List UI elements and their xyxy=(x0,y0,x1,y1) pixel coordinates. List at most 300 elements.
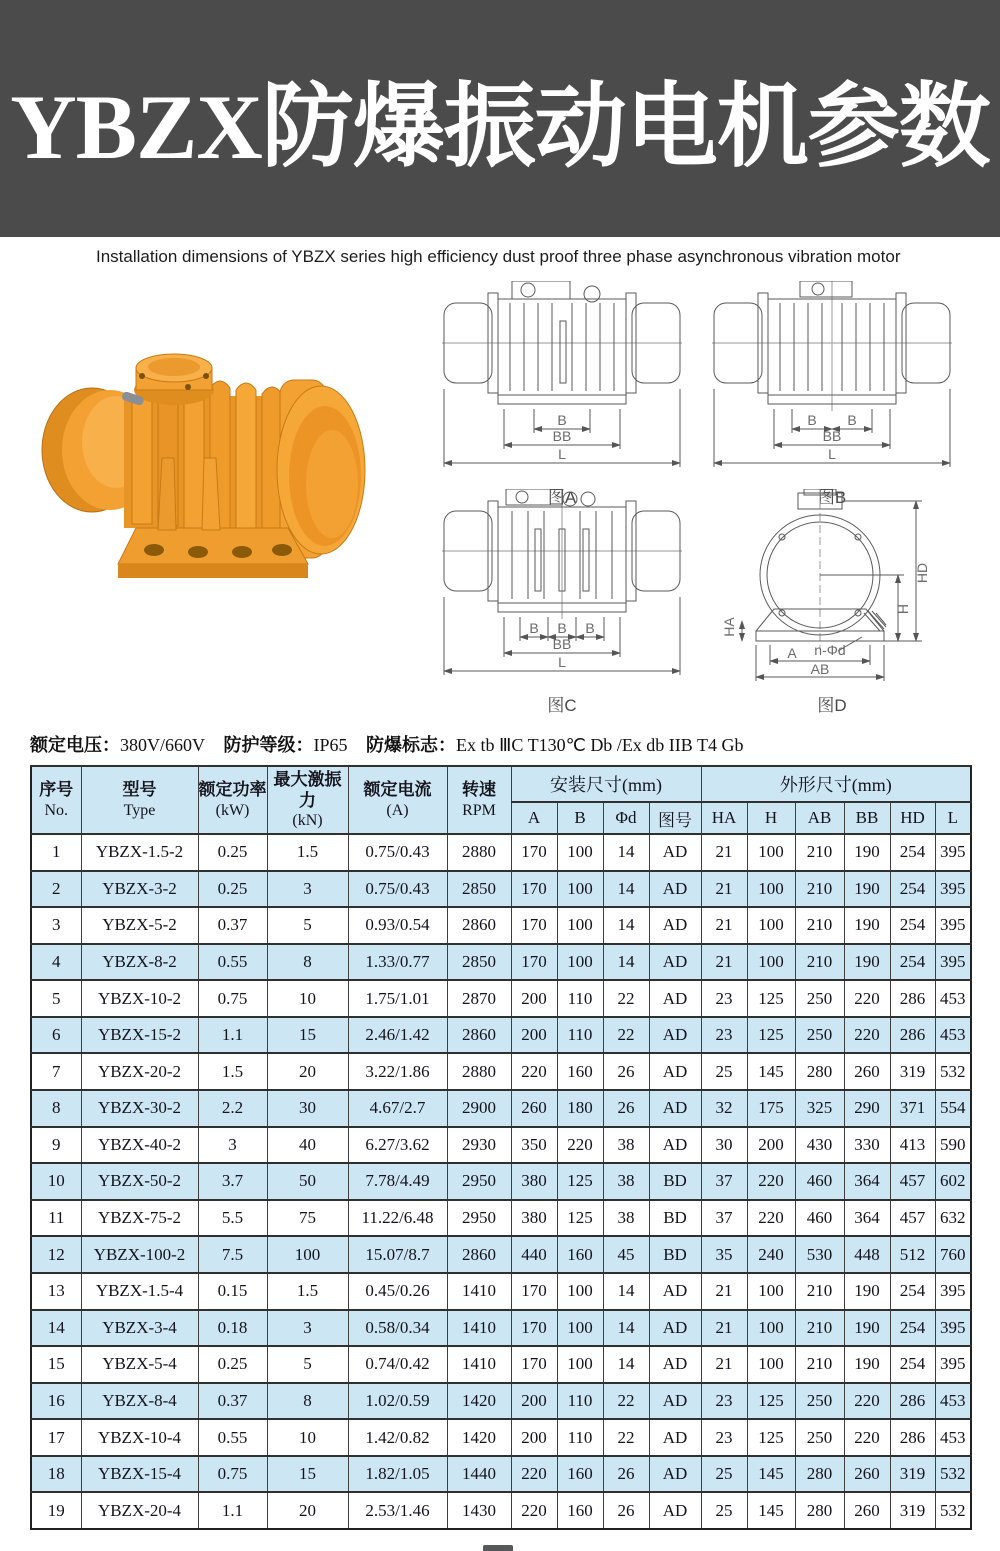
table-cell: 254 xyxy=(890,871,935,908)
table-cell: 100 xyxy=(747,834,795,871)
table-cell: 0.55 xyxy=(198,944,267,981)
table-cell: 1.42/0.82 xyxy=(348,1419,447,1456)
table-cell: 210 xyxy=(795,1346,844,1383)
rated-voltage: 额定电压：380V/660V xyxy=(30,735,205,755)
table-cell: 22 xyxy=(603,1383,649,1420)
table-cell: 0.93/0.54 xyxy=(348,907,447,944)
group-header-outline: 外形尺寸(mm) xyxy=(701,766,971,802)
table-cell: 1420 xyxy=(447,1419,511,1456)
table-cell: 1.02/0.59 xyxy=(348,1383,447,1420)
table-cell: 14 xyxy=(603,834,649,871)
table-cell: YBZX-50-2 xyxy=(81,1163,198,1200)
table-cell: AD xyxy=(649,907,701,944)
motor-photo-graphic xyxy=(36,338,368,590)
table-cell: 200 xyxy=(511,1383,557,1420)
table-cell: 180 xyxy=(557,1090,603,1127)
table-cell: 250 xyxy=(795,1383,844,1420)
table-cell: 170 xyxy=(511,834,557,871)
table-cell: 2880 xyxy=(447,834,511,871)
col-header-no: 序号 No. xyxy=(31,766,81,834)
table-cell: 395 xyxy=(935,1346,971,1383)
table-cell: 37 xyxy=(701,1163,747,1200)
table-cell: YBZX-15-2 xyxy=(81,1017,198,1054)
figure-b-label: 图B xyxy=(817,488,847,507)
table-cell: 25 xyxy=(701,1053,747,1090)
table-cell: 453 xyxy=(935,1383,971,1420)
table-cell: 1.33/0.77 xyxy=(348,944,447,981)
table-cell: 530 xyxy=(795,1236,844,1273)
table-cell: 100 xyxy=(557,871,603,908)
table-cell: 100 xyxy=(747,1310,795,1347)
table-cell: 1.75/1.01 xyxy=(348,980,447,1017)
table-cell: 602 xyxy=(935,1163,971,1200)
table-cell: 260 xyxy=(844,1456,890,1493)
table-cell: 254 xyxy=(890,1310,935,1347)
dim-label: AB xyxy=(810,661,830,677)
table-cell: 38 xyxy=(603,1127,649,1164)
table-cell: YBZX-3-4 xyxy=(81,1310,198,1347)
table-row xyxy=(31,1090,971,1127)
group-header-install: 安装尺寸(mm) xyxy=(511,766,701,802)
table-cell: YBZX-5-2 xyxy=(81,907,198,944)
table-cell: 20 xyxy=(267,1053,348,1090)
table-cell: 2870 xyxy=(447,980,511,1017)
table-cell: 250 xyxy=(795,1419,844,1456)
table-cell: 220 xyxy=(747,1200,795,1237)
sub-header-HA: HA xyxy=(701,802,747,834)
table-row xyxy=(31,834,971,871)
table-cell: 160 xyxy=(557,1053,603,1090)
table-cell: 286 xyxy=(890,980,935,1017)
table-cell: 25 xyxy=(701,1492,747,1529)
table-cell: 3 xyxy=(267,1310,348,1347)
table-cell: 170 xyxy=(511,944,557,981)
table-cell: 250 xyxy=(795,1017,844,1054)
figure-b xyxy=(712,281,952,508)
figure-c-drawing xyxy=(442,489,682,685)
table-cell: 1 xyxy=(31,834,81,871)
table-cell: 170 xyxy=(511,907,557,944)
table-cell: 395 xyxy=(935,1273,971,1310)
table-cell: 3.22/1.86 xyxy=(348,1053,447,1090)
table-cell: AD xyxy=(649,1310,701,1347)
figure-a-drawing xyxy=(442,281,682,477)
table-cell: AD xyxy=(649,1017,701,1054)
table-cell: 2.53/1.46 xyxy=(348,1492,447,1529)
table-cell: 220 xyxy=(511,1456,557,1493)
table-cell: AD xyxy=(649,1456,701,1493)
parameter-table xyxy=(30,765,972,1530)
table-cell: 35 xyxy=(701,1236,747,1273)
table-cell: 210 xyxy=(795,1273,844,1310)
table-cell: 457 xyxy=(890,1200,935,1237)
table-cell: 210 xyxy=(795,871,844,908)
table-cell: 2880 xyxy=(447,1053,511,1090)
table-cell: 20 xyxy=(267,1492,348,1529)
table-cell: 37 xyxy=(701,1200,747,1237)
table-cell: 0.25 xyxy=(198,834,267,871)
sub-header-figno: 图号 xyxy=(649,802,701,834)
table-cell: AD xyxy=(649,1419,701,1456)
col-header-power: 额定功率 (kW) xyxy=(198,766,267,834)
table-cell: 3 xyxy=(267,871,348,908)
dim-label: HA xyxy=(721,617,737,637)
table-cell: 1.1 xyxy=(198,1017,267,1054)
table-cell: 2900 xyxy=(447,1090,511,1127)
table-cell: 2.2 xyxy=(198,1090,267,1127)
table-cell: 220 xyxy=(844,1419,890,1456)
table-cell: 371 xyxy=(890,1090,935,1127)
table-cell: BD xyxy=(649,1200,701,1237)
table-cell: 13 xyxy=(31,1273,81,1310)
table-cell: 2950 xyxy=(447,1163,511,1200)
table-cell: 170 xyxy=(511,1310,557,1347)
table-cell: 26 xyxy=(603,1492,649,1529)
table-cell: 100 xyxy=(557,1273,603,1310)
table-cell: 23 xyxy=(701,1419,747,1456)
table-row xyxy=(31,1017,971,1054)
table-cell: 170 xyxy=(511,871,557,908)
table-cell: 1420 xyxy=(447,1383,511,1420)
table-row xyxy=(31,1310,971,1347)
table-cell: 3 xyxy=(198,1127,267,1164)
table-cell: 2860 xyxy=(447,1236,511,1273)
table-cell: 14 xyxy=(603,1310,649,1347)
motor-photo xyxy=(36,338,368,590)
table-cell: 100 xyxy=(267,1236,348,1273)
table-cell: 0.45/0.26 xyxy=(348,1273,447,1310)
table-cell: 110 xyxy=(557,1017,603,1054)
table-cell: 8 xyxy=(267,944,348,981)
table-cell: 590 xyxy=(935,1127,971,1164)
figure-a-label: 图A xyxy=(547,488,577,507)
table-cell: AD xyxy=(649,1492,701,1529)
table-cell: 364 xyxy=(844,1200,890,1237)
table-cell: 7 xyxy=(31,1053,81,1090)
table-cell: 1410 xyxy=(447,1346,511,1383)
table-cell: 17 xyxy=(31,1419,81,1456)
table-cell: 125 xyxy=(747,1419,795,1456)
table-row xyxy=(31,1127,971,1164)
table-cell: AD xyxy=(649,980,701,1017)
table-cell: 0.75 xyxy=(198,1456,267,1493)
dim-label: B xyxy=(585,620,595,636)
banner xyxy=(0,0,1000,237)
table-row xyxy=(31,871,971,908)
table-cell: 286 xyxy=(890,1419,935,1456)
table-cell: 460 xyxy=(795,1200,844,1237)
table-cell: 4.67/2.7 xyxy=(348,1090,447,1127)
table-cell: 100 xyxy=(747,1273,795,1310)
table-cell: 4 xyxy=(31,944,81,981)
table-cell: AD xyxy=(649,1346,701,1383)
table-cell: 5.5 xyxy=(198,1200,267,1237)
table-cell: YBZX-3-2 xyxy=(81,871,198,908)
table-cell: 0.37 xyxy=(198,1383,267,1420)
table-cell: 210 xyxy=(795,907,844,944)
table-cell: 3.7 xyxy=(198,1163,267,1200)
table-cell: 22 xyxy=(603,1419,649,1456)
table-cell: 1.5 xyxy=(198,1053,267,1090)
table-cell: YBZX-1.5-4 xyxy=(81,1273,198,1310)
table-row xyxy=(31,944,971,981)
table-cell: 145 xyxy=(747,1456,795,1493)
table-cell: 532 xyxy=(935,1456,971,1493)
table-cell: AD xyxy=(649,1090,701,1127)
protection-class: 防护等级：IP65 xyxy=(223,735,348,755)
table-cell: 5 xyxy=(267,1346,348,1383)
table-cell: 160 xyxy=(557,1456,603,1493)
dim-label: HD xyxy=(914,562,930,584)
table-cell: 16 xyxy=(31,1383,81,1420)
table-cell: 532 xyxy=(935,1492,971,1529)
col-header-force: 最大激振力 (kN) xyxy=(267,766,348,834)
table-cell: AD xyxy=(649,944,701,981)
dim-label: H xyxy=(895,603,911,615)
table-row xyxy=(31,907,971,944)
table-cell: 220 xyxy=(844,1017,890,1054)
table-cell: 380 xyxy=(511,1200,557,1237)
table-cell: 8 xyxy=(267,1383,348,1420)
table-cell: 26 xyxy=(603,1090,649,1127)
table-cell: 430 xyxy=(795,1127,844,1164)
table-body xyxy=(31,834,971,1529)
table-cell: 280 xyxy=(795,1456,844,1493)
table-cell: 220 xyxy=(844,980,890,1017)
table-cell: 0.74/0.42 xyxy=(348,1346,447,1383)
table-cell: 395 xyxy=(935,871,971,908)
table-cell: AD xyxy=(649,1273,701,1310)
table-cell: 6.27/3.62 xyxy=(348,1127,447,1164)
table-cell: 240 xyxy=(747,1236,795,1273)
table-cell: BD xyxy=(649,1163,701,1200)
subtitle: Installation dimensions of YBZX series high efficiency dust proof three phase asynchronous vibration motor xyxy=(96,247,901,266)
table-cell: AD xyxy=(649,1053,701,1090)
table-cell: 395 xyxy=(935,944,971,981)
table-cell: YBZX-75-2 xyxy=(81,1200,198,1237)
table-cell: 145 xyxy=(747,1053,795,1090)
table-cell: AD xyxy=(649,1127,701,1164)
table-cell: 32 xyxy=(701,1090,747,1127)
col-header-current: 额定电流 (A) xyxy=(348,766,447,834)
table-cell: 632 xyxy=(935,1200,971,1237)
table-cell: 9 xyxy=(31,1127,81,1164)
explosion-proof-mark: 防爆标志：Ex tb ⅢC T130℃ Db /Ex db IIB T4 Gb xyxy=(366,735,744,755)
table-cell: 6 xyxy=(31,1017,81,1054)
table-row xyxy=(31,1236,971,1273)
table-cell: 319 xyxy=(890,1456,935,1493)
table-cell: 100 xyxy=(557,834,603,871)
table-row xyxy=(31,1273,971,1310)
table-cell: 220 xyxy=(844,1383,890,1420)
table-cell: 1410 xyxy=(447,1310,511,1347)
table-cell: 0.15 xyxy=(198,1273,267,1310)
table-cell: 14 xyxy=(603,944,649,981)
table-cell: 30 xyxy=(701,1127,747,1164)
table-cell: 100 xyxy=(747,944,795,981)
table-cell: 170 xyxy=(511,1346,557,1383)
table-cell: 0.37 xyxy=(198,907,267,944)
table-cell: 0.75 xyxy=(198,980,267,1017)
sub-header-L: L xyxy=(935,802,971,834)
table-cell: 110 xyxy=(557,1419,603,1456)
table-cell: 2860 xyxy=(447,1017,511,1054)
table-row xyxy=(31,1419,971,1456)
table-cell: 280 xyxy=(795,1492,844,1529)
table-cell: YBZX-30-2 xyxy=(81,1090,198,1127)
table-cell: 125 xyxy=(747,1383,795,1420)
table-cell: 0.75/0.43 xyxy=(348,834,447,871)
table-cell: 5 xyxy=(267,907,348,944)
table-cell: 100 xyxy=(557,907,603,944)
table-cell: 14 xyxy=(603,871,649,908)
parameter-table-wrap xyxy=(30,765,970,1530)
table-cell: 512 xyxy=(890,1236,935,1273)
table-cell: 395 xyxy=(935,834,971,871)
table-cell: 0.58/0.34 xyxy=(348,1310,447,1347)
table-cell: 364 xyxy=(844,1163,890,1200)
table-cell: 11.22/6.48 xyxy=(348,1200,447,1237)
table-cell: 160 xyxy=(557,1236,603,1273)
table-row xyxy=(31,1346,971,1383)
table-cell: 26 xyxy=(603,1053,649,1090)
table-cell: 125 xyxy=(747,980,795,1017)
table-cell: 200 xyxy=(511,980,557,1017)
table-cell: AD xyxy=(649,871,701,908)
table-cell: 2860 xyxy=(447,907,511,944)
table-cell: AD xyxy=(649,1383,701,1420)
table-row xyxy=(31,980,971,1017)
table-cell: 2 xyxy=(31,871,81,908)
table-cell: 15.07/8.7 xyxy=(348,1236,447,1273)
table-cell: 26 xyxy=(603,1456,649,1493)
sub-header-B: B xyxy=(557,802,603,834)
table-cell: 14 xyxy=(31,1310,81,1347)
table-cell: 254 xyxy=(890,944,935,981)
table-cell: 110 xyxy=(557,980,603,1017)
table-cell: 23 xyxy=(701,980,747,1017)
table-cell: 413 xyxy=(890,1127,935,1164)
dim-label: B xyxy=(529,620,539,636)
table-cell: 2850 xyxy=(447,944,511,981)
dim-label: B xyxy=(557,620,567,636)
table-cell: 125 xyxy=(557,1200,603,1237)
dim-label: L xyxy=(558,446,566,462)
table-cell: 15 xyxy=(267,1456,348,1493)
table-cell: 30 xyxy=(267,1090,348,1127)
table-cell: 21 xyxy=(701,907,747,944)
table-cell: 395 xyxy=(935,907,971,944)
dim-label: B xyxy=(557,412,567,428)
table-cell: 15 xyxy=(267,1017,348,1054)
table-cell: 254 xyxy=(890,1273,935,1310)
table-cell: 554 xyxy=(935,1090,971,1127)
table-cell: 350 xyxy=(511,1127,557,1164)
table-cell: 21 xyxy=(701,1310,747,1347)
table-cell: 0.25 xyxy=(198,1346,267,1383)
table-row xyxy=(31,1053,971,1090)
table-cell: 220 xyxy=(511,1053,557,1090)
table-cell: 0.55 xyxy=(198,1419,267,1456)
table-cell: 0.18 xyxy=(198,1310,267,1347)
table-cell: 280 xyxy=(795,1053,844,1090)
dim-label: B xyxy=(807,412,817,428)
table-row xyxy=(31,1383,971,1420)
table-cell: 1410 xyxy=(447,1273,511,1310)
table-cell: 21 xyxy=(701,1346,747,1383)
table-cell: 448 xyxy=(844,1236,890,1273)
table-cell: 260 xyxy=(844,1053,890,1090)
table-cell: 110 xyxy=(557,1383,603,1420)
table-cell: 21 xyxy=(701,834,747,871)
table-cell: 286 xyxy=(890,1383,935,1420)
table-cell: 10 xyxy=(267,1419,348,1456)
table-cell: 319 xyxy=(890,1492,935,1529)
table-cell: 7.78/4.49 xyxy=(348,1163,447,1200)
table-cell: 286 xyxy=(890,1017,935,1054)
table-cell: 1440 xyxy=(447,1456,511,1493)
table-cell: 22 xyxy=(603,980,649,1017)
dim-label: L xyxy=(828,446,836,462)
page-title: YBZX防爆振动电机参数 xyxy=(10,75,990,178)
table-cell: YBZX-100-2 xyxy=(81,1236,198,1273)
table-cell: YBZX-20-2 xyxy=(81,1053,198,1090)
table-cell: 1.5 xyxy=(267,834,348,871)
table-cell: 210 xyxy=(795,944,844,981)
table-cell: 38 xyxy=(603,1163,649,1200)
table-cell: 200 xyxy=(511,1419,557,1456)
table-cell: 220 xyxy=(557,1127,603,1164)
table-cell: 18 xyxy=(31,1456,81,1493)
table-cell: YBZX-10-4 xyxy=(81,1419,198,1456)
table-cell: 200 xyxy=(747,1127,795,1164)
table-cell: 260 xyxy=(844,1492,890,1529)
sub-header-HD: HD xyxy=(890,802,935,834)
table-cell: 254 xyxy=(890,1346,935,1383)
table-cell: 760 xyxy=(935,1236,971,1273)
table-cell: 100 xyxy=(747,1346,795,1383)
table-cell: 14 xyxy=(603,1273,649,1310)
table-cell: 19 xyxy=(31,1492,81,1529)
table-cell: YBZX-5-4 xyxy=(81,1346,198,1383)
table-cell: 440 xyxy=(511,1236,557,1273)
table-cell: YBZX-20-4 xyxy=(81,1492,198,1529)
table-cell: 7.5 xyxy=(198,1236,267,1273)
table-cell: YBZX-15-4 xyxy=(81,1456,198,1493)
table-cell: 1430 xyxy=(447,1492,511,1529)
table-cell: 2850 xyxy=(447,871,511,908)
table-cell: 190 xyxy=(844,1310,890,1347)
bottom-cropped-graphic xyxy=(483,1545,513,1551)
table-cell: 145 xyxy=(747,1492,795,1529)
table-cell: 21 xyxy=(701,871,747,908)
table-cell: 14 xyxy=(603,1346,649,1383)
figure-c xyxy=(442,489,682,716)
table-cell: YBZX-40-2 xyxy=(81,1127,198,1164)
table-cell: 1.1 xyxy=(198,1492,267,1529)
table-cell: 190 xyxy=(844,834,890,871)
table-cell: AD xyxy=(649,834,701,871)
table-cell: 453 xyxy=(935,1017,971,1054)
table-cell: 200 xyxy=(511,1017,557,1054)
table-cell: 12 xyxy=(31,1236,81,1273)
dim-label: BB xyxy=(822,428,842,444)
table-cell: 254 xyxy=(890,907,935,944)
table-cell: 45 xyxy=(603,1236,649,1273)
table-cell: YBZX-1.5-2 xyxy=(81,834,198,871)
table-cell: 2.46/1.42 xyxy=(348,1017,447,1054)
table-cell: 3 xyxy=(31,907,81,944)
